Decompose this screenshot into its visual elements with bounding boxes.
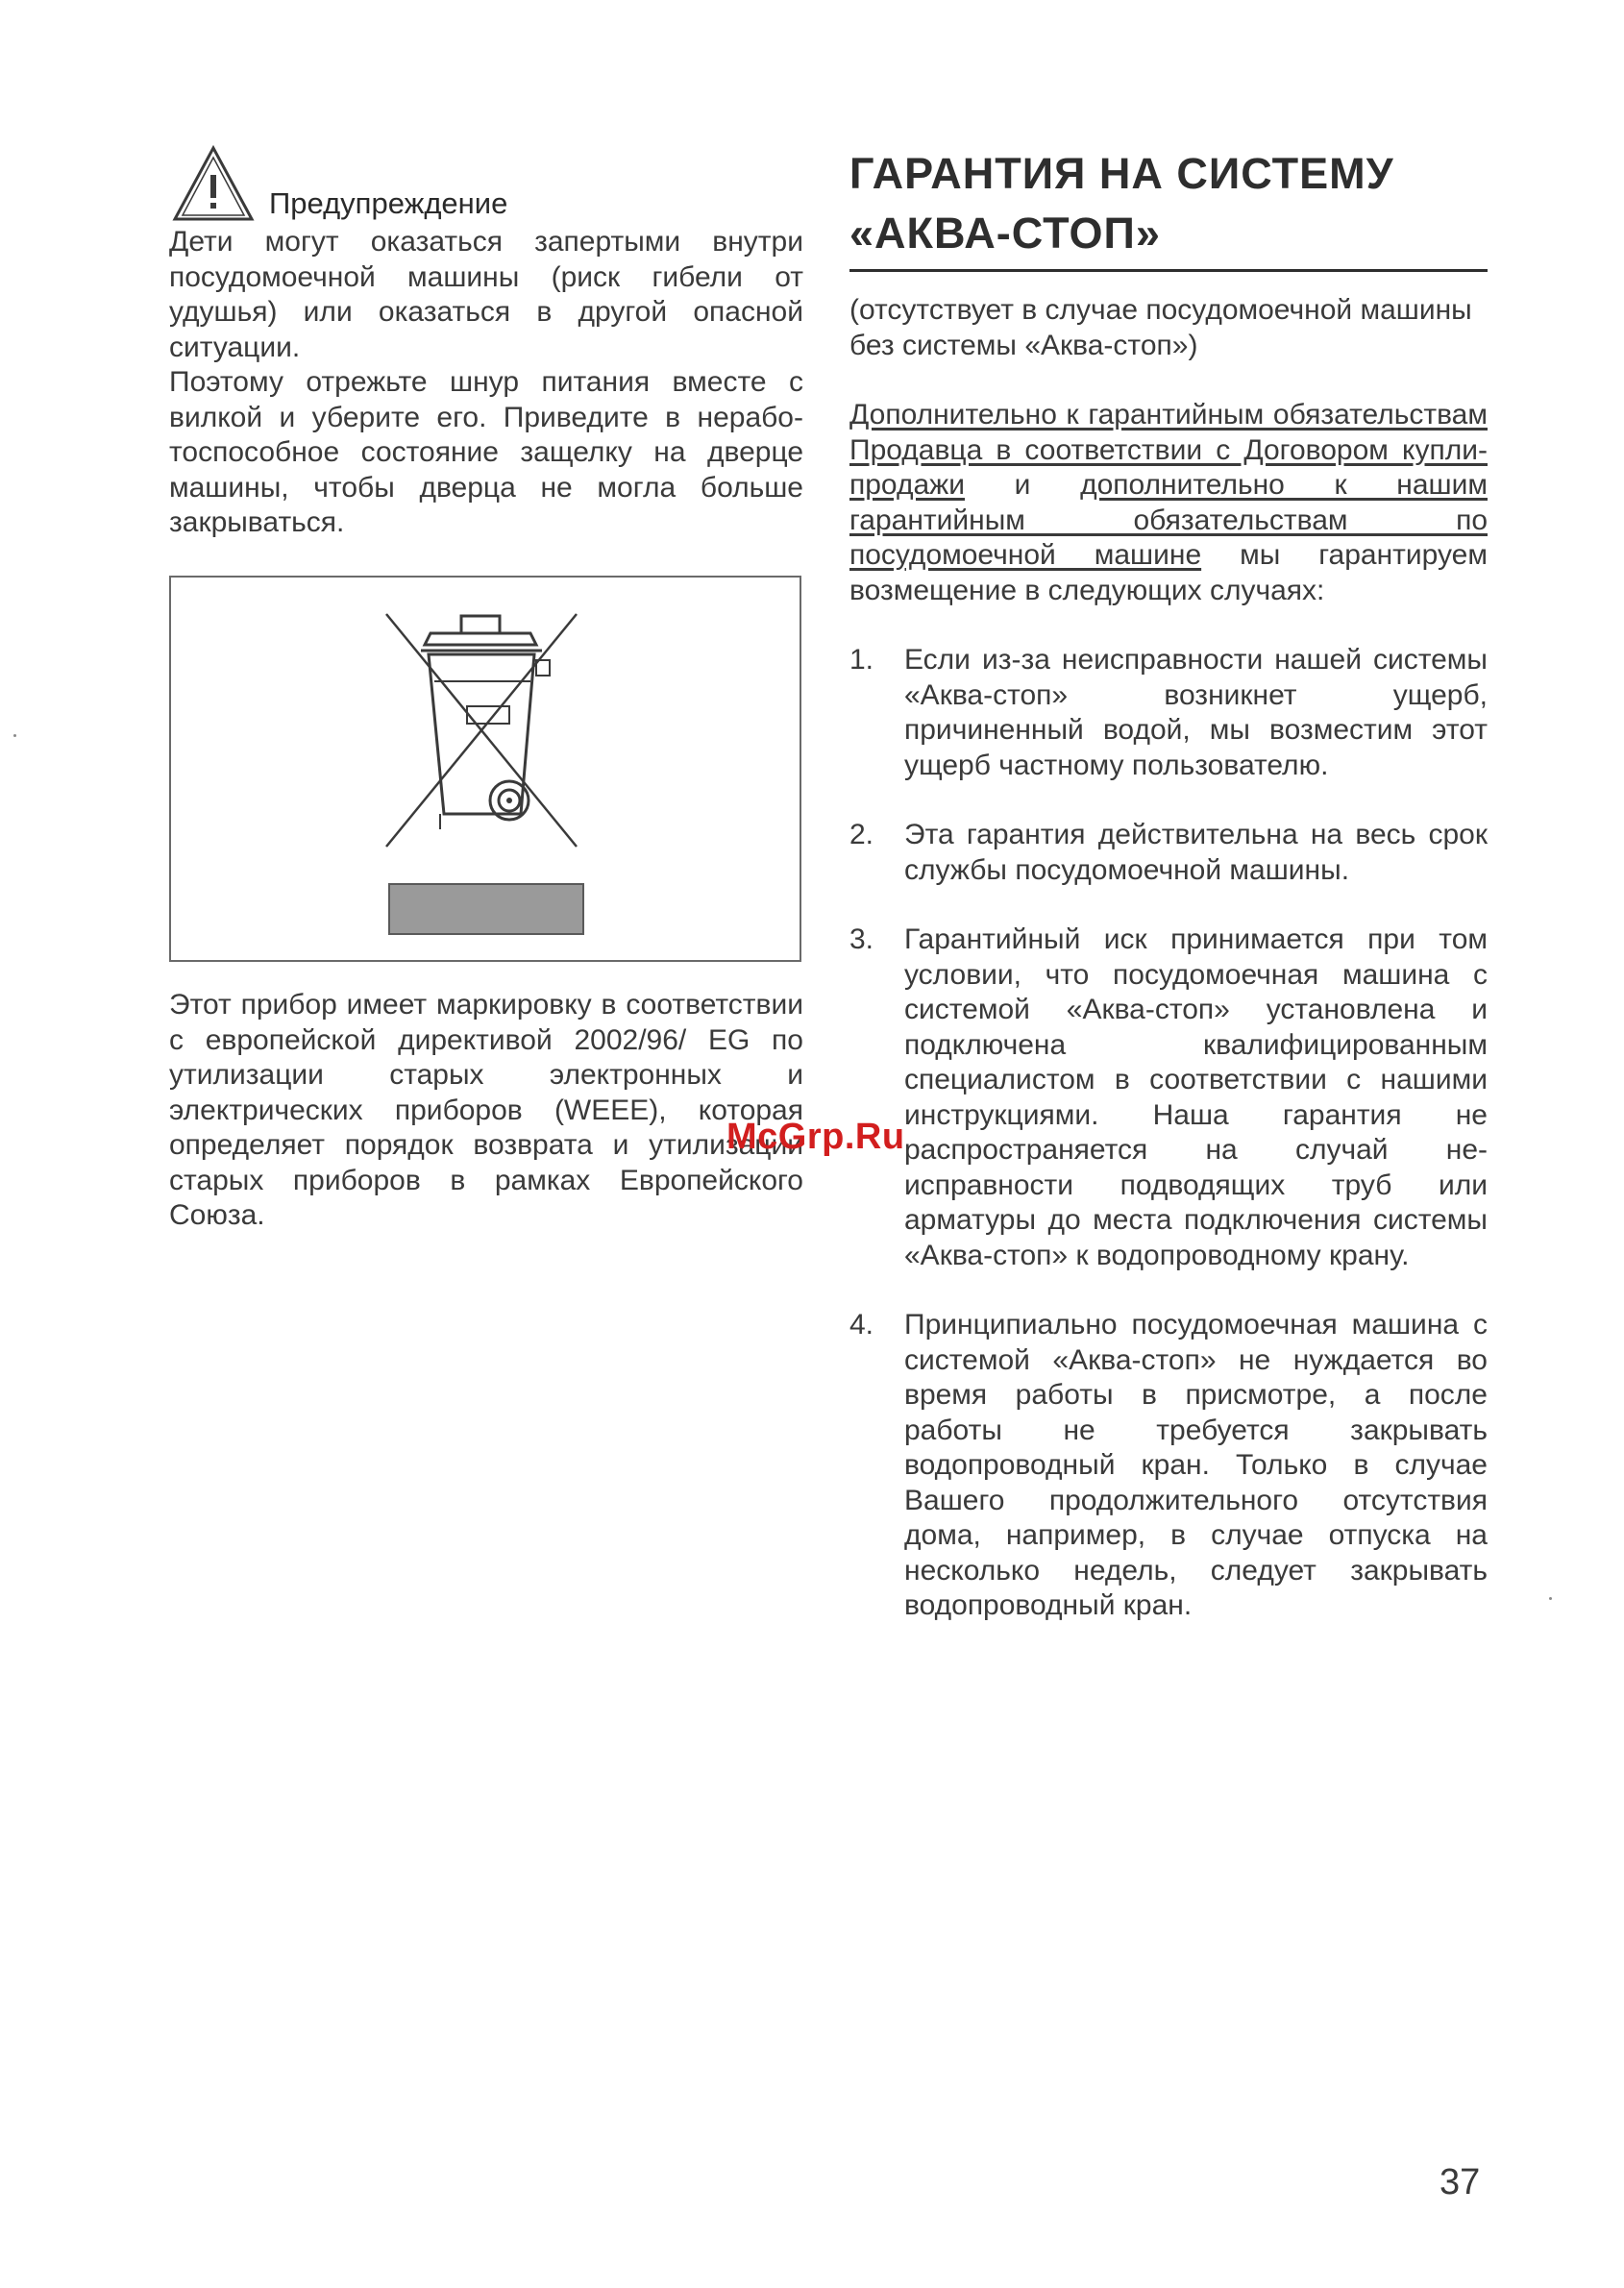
page-number: 37 [1439, 2162, 1481, 2202]
list-item-text: Если из-за неисправности нашей системы «Аква-стоп» возникнет ущерб, причиненный водой, мы возместим этот ущерб частному пользователю. [904, 644, 1488, 781]
intro-and: и [964, 469, 1081, 501]
list-item [849, 923, 1488, 1273]
heading-rule [849, 269, 1488, 272]
guarantee-intro [849, 398, 1488, 608]
warning-paragraph-1: Дети могут оказаться запертыми внутри посудомоечной машины (риск гибели от удушья) или оказаться в другой опасной ситуации. [169, 226, 803, 363]
list-item-number: 4. [849, 1309, 874, 1341]
scan-speck [1549, 1597, 1552, 1600]
list-item-number: 1. [849, 644, 874, 676]
scan-speck [13, 734, 16, 737]
guarantee-list [849, 643, 1488, 1624]
spacer [849, 608, 1488, 643]
guarantee-title [849, 144, 1488, 263]
intro-underlined-1: Дополнительно к гарантийным обязательствам Продавца в соответствии с Договором купли-продажи [849, 399, 1488, 501]
list-item-number: 3. [849, 923, 874, 955]
weee-symbol-box [169, 576, 801, 962]
warning-triangle-icon [169, 144, 258, 225]
spacer [849, 363, 1488, 398]
guarantee-section [849, 144, 1488, 1659]
list-item-text: Гарантийный иск принимается при том условии, что посудомоечная машина с системой «Аква-стоп» установлена и подключена квалифицированным специалистом в соответствии с нашими инструкциями. Наша гарантия не распространяется на случай неисправности подводящих труб или арматуры до места подключения системы «Аква-стоп» к водопроводному крану. [904, 923, 1488, 1271]
crossed-out-wheelie-bin-icon [367, 595, 594, 852]
intro-rest: мы гарантируем возмещение в следующих случаях: [849, 539, 1488, 606]
warning-paragraph-2: Поэтому отрежьте шнур питания вместе с вилкой и уберите его. Приведите в неработоспособное состояние защелку на дверце машины, чтобы дверца не могла больше закрываться. [169, 366, 803, 538]
warning-section [169, 144, 803, 541]
list-item [849, 643, 1488, 783]
guarantee-subtitle: (отсутствует в случае посудомоечной машины без системы «Аква-стоп») [849, 294, 1472, 361]
weee-bar [388, 883, 584, 935]
list-item [849, 1308, 1488, 1624]
list-item-number: 2. [849, 819, 874, 850]
guarantee-title-line-2: «АКВА-СТОП» [849, 209, 1161, 258]
warning-header [169, 144, 803, 225]
warning-title: Предупреждение [269, 186, 508, 220]
guarantee-title-line-1: ГАРАНТИЯ НА СИСТЕМУ [849, 149, 1394, 198]
watermark: McGrp.Ru [726, 1117, 905, 1157]
list-item-text: Принципиально посудомоечная машина с системой «Аква-стоп» не нуждается во время работы в присмотре, а после работы не требуется закрывать водопроводный кран. Только в случае Вашего продолжительного отсутствия дома, например, в случае отпуска на несколько недель, следует закрывать водопроводный кран. [904, 1309, 1488, 1621]
list-item [849, 818, 1488, 888]
weee-text-section [169, 988, 803, 1234]
list-item-text: Эта гарантия действительна на весь срок службы посудомоечной машины. [904, 819, 1488, 886]
intro-underlined-2: дополнительно к нашим гарантийным обязательствам по посудомоечной машине [849, 469, 1488, 571]
weee-paragraph: Этот прибор имеет маркировку в соответствии с европейской директивой 2002/96/ EG по утилизации старых электронных и электрических приборов (WEEE), которая определяет порядок возврата и утилизации старых приборов в рамках Европейского Союза. [169, 989, 803, 1231]
